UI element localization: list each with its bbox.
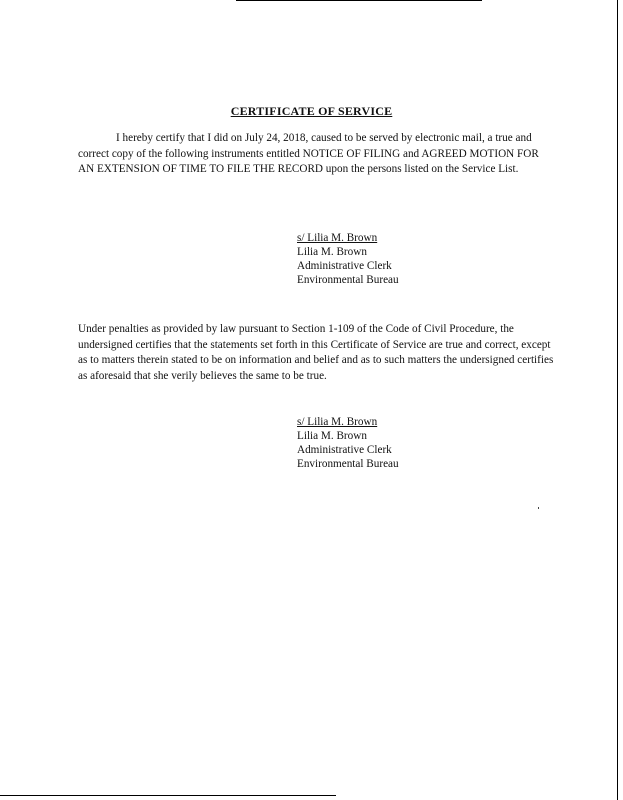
signer-name: Lilia M. Brown (297, 246, 367, 258)
penalties-paragraph: Under penalties as provided by law pursuant to Section 1-109 of the Code of Civil Procedure, the undersigned certifies that the statements set forth in this Certificate of Service are true and correct, except as to matters therein stated to be on information and belief and as to such matters the undersigned certifies as aforesaid that she verily believes the same to be true. (78, 323, 554, 382)
electronic-signature: s/ Lilia M. Brown (297, 416, 378, 428)
signer-name: Lilia M. Brown (297, 430, 367, 442)
document-title: CERTIFICATE OF SERVICE (230, 104, 393, 118)
signature-block-1 (297, 231, 399, 287)
signer-title: Administrative Clerk (297, 260, 392, 272)
signature-block-2 (297, 415, 399, 471)
scan-edge-top (236, 0, 482, 1)
scan-edge-right (617, 0, 618, 800)
signer-office: Environmental Bureau (297, 458, 399, 470)
electronic-signature: s/ Lilia M. Brown (297, 232, 378, 244)
certification-paragraph: I hereby certify that I did on July 24, 2018, caused to be served by electronic mail, a true and correct copy of the following instruments entitled NOTICE OF FILING and AGREED MOTION FOR AN EXTENSION OF TIME TO FILE THE RECORD upon the persons listed on the Service List. (78, 132, 539, 176)
signer-title: Administrative Clerk (297, 444, 392, 456)
signer-office: Environmental Bureau (297, 274, 399, 286)
scan-speck (538, 507, 539, 509)
scan-edge-bottom (0, 795, 336, 796)
